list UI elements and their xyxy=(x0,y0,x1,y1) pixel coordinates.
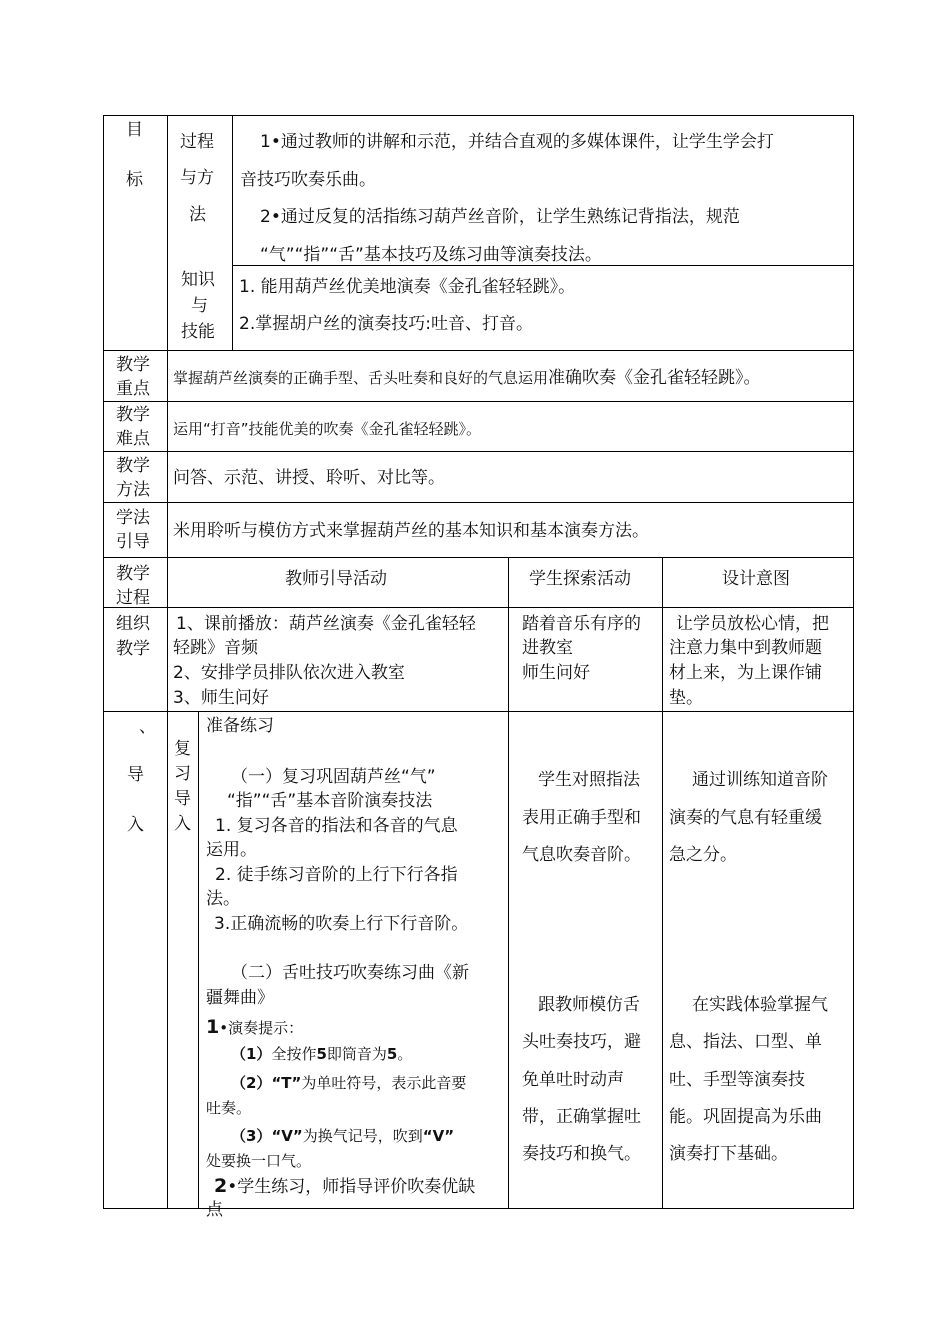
practice-cut-clip xyxy=(199,1198,508,1220)
tip1-b: 5 xyxy=(316,1045,327,1063)
intro-design-1: 通过训练知道音阶 xyxy=(692,770,828,790)
part1-item2-b: 法。 xyxy=(206,889,240,909)
intro-student-6: 免单吐时动声 xyxy=(522,1070,624,1090)
practice-text: •学生练习，师指导评价吹奏优缺 xyxy=(227,1177,476,1197)
tips-num: 1 xyxy=(206,1016,220,1038)
tip1-c: 即筒音为 xyxy=(326,1045,387,1063)
organize-design-1: 让学员放松心情，把 xyxy=(676,614,829,634)
tip1-d: 5 xyxy=(386,1045,398,1063)
difficulties-label-1: 教学 xyxy=(116,405,150,425)
intro-student-8: 奏技巧和换气。 xyxy=(522,1144,641,1164)
organize-student-2: 进教室 xyxy=(522,638,573,658)
intro-student-3: 气息吹奏音阶。 xyxy=(522,845,641,865)
part1-item2-a: 2. 徒手练习音阶的上行下行各指 xyxy=(215,865,458,885)
tip-2 xyxy=(231,1071,466,1095)
tip3-line2: 处要换一口气。 xyxy=(206,1152,312,1170)
organize-student-3: 师生问好 xyxy=(522,663,590,683)
key-points-label-1: 教学 xyxy=(116,355,150,375)
key-points-text-small: 掌握葫芦丝演奏的正确手型、舌头吐奏和良好的气息运用 xyxy=(173,369,549,387)
intro-design-4: 在实践体验掌握气 xyxy=(692,995,828,1015)
header-teacher-activity: 教师引导活动 xyxy=(285,569,387,589)
header-design-intent: 设计意图 xyxy=(722,569,790,589)
process-label-1: 过程 xyxy=(180,132,214,152)
intro-design-5: 息、指法、口型、单 xyxy=(669,1032,822,1052)
tips-heading xyxy=(206,1015,303,1040)
organize-teacher-4: 3、师生问好 xyxy=(173,688,269,708)
part1-item1-a: 1. 复习各音的指法和各音的气息 xyxy=(215,816,458,836)
learning-label-2: 引导 xyxy=(116,532,150,552)
part2-title-2: 疆舞曲》 xyxy=(206,988,274,1008)
part1-item3: 3.正确流畅的吹奏上行下行音阶。 xyxy=(214,914,469,934)
learning-label-1: 学法 xyxy=(116,508,150,528)
tip3-num: （3） xyxy=(231,1127,272,1145)
tip2-line2: 吐奏。 xyxy=(206,1099,252,1117)
knowledge-label-1: 知识 xyxy=(181,270,215,290)
tip-3 xyxy=(231,1124,454,1148)
intro-sub-label-1: 复 xyxy=(174,739,191,759)
intro-label-3: 入 xyxy=(127,815,144,835)
intro-label-1: 、 xyxy=(139,717,156,737)
intro-student-7: 带，正确掌握吐 xyxy=(522,1107,641,1127)
organize-teacher-3: 2、安排学员排队依次进入教室 xyxy=(173,663,405,683)
goals-label-1: 目 xyxy=(126,120,143,140)
intro-student-4: 跟教师模仿舌 xyxy=(538,995,640,1015)
intro-student-5: 头吐奏技巧，避 xyxy=(522,1032,641,1052)
learning-text: 米用聆听与模仿方式来掌握葫芦丝的基本知识和基本演奏方法。 xyxy=(173,521,649,541)
organize-label-1: 组织 xyxy=(116,614,150,634)
intro-student-1: 学生对照指法 xyxy=(538,770,640,790)
part1-item1-b: 运用。 xyxy=(206,840,257,860)
intro-sub-label-4: 入 xyxy=(174,814,191,834)
tip1-e: 。 xyxy=(397,1045,413,1063)
part1-title-2: “指”“舌”基本音阶演奏技法 xyxy=(227,791,433,811)
key-points-text-large: 准确吹奏《金孔雀轻轻跳》。 xyxy=(548,368,761,388)
tip1-a: 全按作 xyxy=(271,1045,317,1063)
process-header-label-1: 教学 xyxy=(116,564,150,584)
process-line-2: 音技巧吹奏乐曲。 xyxy=(240,170,376,190)
tip2-num: （2） xyxy=(231,1074,272,1092)
process-label-2: 与方 xyxy=(180,168,214,188)
organize-student-1: 踏着音乐有序的 xyxy=(522,614,641,634)
organize-design-4: 垫。 xyxy=(669,688,703,708)
tip2-a: “T” xyxy=(271,1074,302,1092)
part2-title-1: （二）舌吐技巧吹奏练习曲《新 xyxy=(231,963,469,983)
key-points-label-2: 重点 xyxy=(116,379,150,399)
tip3-a: “V” xyxy=(271,1127,303,1145)
knowledge-label-2: 与 xyxy=(191,296,208,316)
practice xyxy=(214,1174,475,1199)
process-header-label-2: 过程 xyxy=(116,588,150,608)
practice-cut: 点 xyxy=(206,1200,223,1220)
knowledge-line-2: 2.掌握胡户丝的演奏技巧:吐音、打音。 xyxy=(239,314,533,334)
difficulties-text: 运用“打音”技能优美的吹奏《金孔雀轻轻跳》。 xyxy=(173,420,482,438)
knowledge-label-3: 技能 xyxy=(181,322,215,342)
tip2-b: 为单吐符号，表示此音要 xyxy=(301,1074,467,1092)
tip1-num: （1） xyxy=(231,1045,272,1063)
intro-sub-label-2: 习 xyxy=(174,764,191,784)
tip-1 xyxy=(231,1042,412,1066)
methods-label-1: 教学 xyxy=(116,456,150,476)
intro-heading: 准备练习 xyxy=(206,716,274,736)
organize-design-2: 注意力集中到教师题 xyxy=(669,638,822,658)
organize-teacher-2: 轻跳》音频 xyxy=(173,638,258,658)
knowledge-line-1: 1. 能用葫芦丝优美地演奏《金孔雀轻轻跳》。 xyxy=(239,277,576,297)
process-line-1: 1•通过教师的讲解和示范，并结合直观的多媒体课件，让学生学会打 xyxy=(260,132,774,152)
tip3-b: 为换气记号，吹到 xyxy=(302,1127,423,1145)
process-label-3: 法 xyxy=(189,205,206,225)
intro-design-6: 吐、手型等演奏技 xyxy=(669,1070,805,1090)
organize-design-3: 材上来，为上课作铺 xyxy=(669,663,822,683)
key-points-text xyxy=(173,366,761,390)
intro-design-2: 演奏的气息有轻重缓 xyxy=(669,808,822,828)
intro-student-2: 表用正确手型和 xyxy=(522,808,641,828)
organize-label-2: 教学 xyxy=(116,639,150,659)
difficulties-label-2: 难点 xyxy=(116,429,150,449)
tip3-c: “V” xyxy=(422,1127,455,1145)
goals-label-2: 标 xyxy=(126,170,143,190)
tips-title: •演奏提示： xyxy=(219,1019,304,1037)
intro-design-3: 急之分。 xyxy=(669,845,737,865)
intro-sub-label-3: 导 xyxy=(174,789,191,809)
intro-design-8: 演奏打下基础。 xyxy=(669,1144,788,1164)
practice-num: 2 xyxy=(214,1175,228,1197)
process-line-3: 2•通过反复的活指练习葫芦丝音阶，让学生熟练记背指法，规范 xyxy=(260,207,740,227)
header-student-activity: 学生探索活动 xyxy=(529,569,631,589)
part1-title-1: （一）复习巩固葫芦丝“气” xyxy=(231,767,436,787)
process-line-4: “气”“指”“舌”基本技巧及练习曲等演奏技法。 xyxy=(260,245,602,265)
methods-label-2: 方法 xyxy=(116,480,150,500)
organize-teacher-1: 1、课前播放：葫芦丝演奏《金孔雀轻轻 xyxy=(176,614,476,634)
intro-design-7: 能。巩固提高为乐曲 xyxy=(669,1107,822,1127)
methods-text: 问答、示范、讲授、聆听、对比等。 xyxy=(173,468,445,488)
intro-label-2: 导 xyxy=(127,765,144,785)
